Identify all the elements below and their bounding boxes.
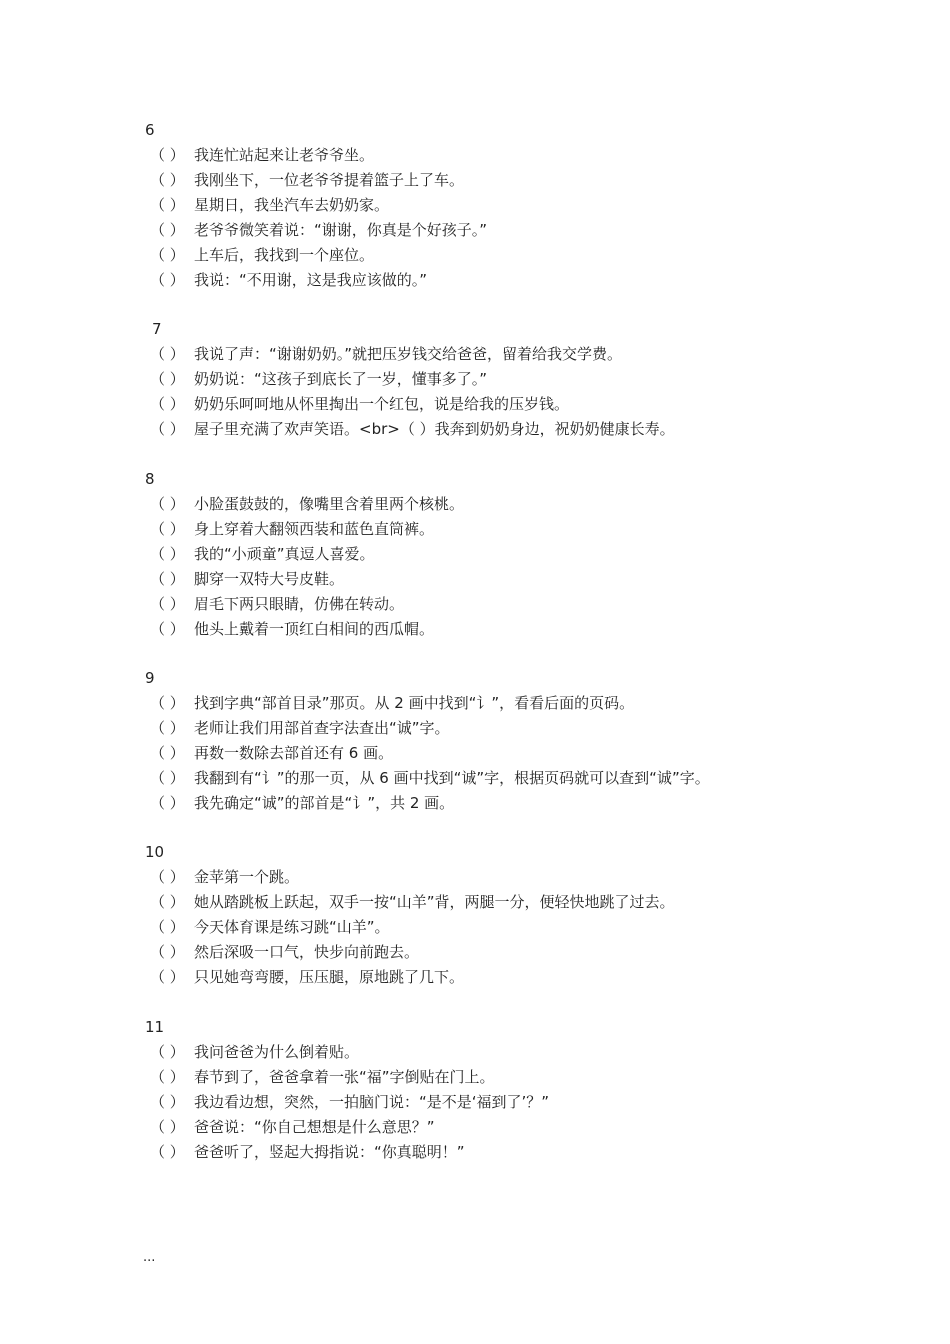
ordering-item <box>150 495 464 513</box>
answer-blank[interactable]: （ ） <box>150 570 185 588</box>
item-text: 金苹第一个跳。 <box>194 868 300 886</box>
item-text: 星期日，我坐汽车去奶奶家。 <box>194 196 390 214</box>
answer-blank[interactable]: （ ） <box>150 221 185 239</box>
ordering-item <box>150 620 434 638</box>
answer-blank[interactable]: （ ） <box>150 1093 185 1111</box>
page-footer: ... <box>143 1250 156 1265</box>
item-text: 我先确定“诚”的部首是“讠”，共 2 画。 <box>194 794 455 812</box>
question-number: 11 <box>145 1018 165 1036</box>
answer-blank[interactable]: （ ） <box>150 595 185 613</box>
answer-blank[interactable]: （ ） <box>150 171 185 189</box>
answer-blank[interactable]: （ ） <box>150 620 185 638</box>
item-text: 老爷爷微笑着说：“谢谢，你真是个好孩子。” <box>194 221 488 239</box>
item-text: 我问爸爸为什么倒着贴。 <box>194 1043 360 1061</box>
ordering-item <box>150 171 464 189</box>
ordering-item <box>150 1093 549 1111</box>
item-text: 老师让我们用部首查字法查出“诚”字。 <box>194 719 450 737</box>
ordering-item <box>150 968 464 986</box>
ordering-item <box>150 694 634 712</box>
ordering-item <box>150 893 675 911</box>
item-text: 爸爸说：“你自己想想是什么意思？” <box>194 1118 435 1136</box>
item-text: 我刚坐下，一位老爷爷提着篮子上了车。 <box>194 171 465 189</box>
answer-blank[interactable]: （ ） <box>150 545 185 563</box>
item-text: 只见她弯弯腰，压压腿，原地跳了几下。 <box>194 968 465 986</box>
ordering-item <box>150 1068 495 1086</box>
item-text: 我说：“不用谢，这是我应该做的。” <box>194 271 428 289</box>
answer-blank[interactable]: （ ） <box>150 769 185 787</box>
answer-blank[interactable]: （ ） <box>150 146 185 164</box>
ordering-item <box>150 794 454 812</box>
ordering-item <box>150 1143 465 1161</box>
ordering-item <box>150 868 299 886</box>
item-text: 我翻到有“讠”的那一页，从 6 画中找到“诚”字，根据页码就可以查到“诚”字。 <box>194 769 710 787</box>
answer-blank[interactable]: （ ） <box>150 1143 185 1161</box>
item-text: 奶奶乐呵呵地从怀里掏出一个红包，说是给我的压岁钱。 <box>194 395 570 413</box>
ordering-item <box>150 146 374 164</box>
item-text: 他头上戴着一顶红白相间的西瓜帽。 <box>194 620 435 638</box>
item-text: 屋子里充满了欢声笑语。<br>（ ）我奔到奶奶身边，祝奶奶健康长寿。 <box>194 420 675 438</box>
answer-blank[interactable]: （ ） <box>150 1068 185 1086</box>
ordering-item <box>150 246 374 264</box>
answer-blank[interactable]: （ ） <box>150 794 185 812</box>
answer-blank[interactable]: （ ） <box>150 968 185 986</box>
answer-blank[interactable]: （ ） <box>150 1043 185 1061</box>
ordering-item <box>150 744 393 762</box>
item-text: 找到字典“部首目录”那页。从 2 画中找到“讠”，看看后面的页码。 <box>194 694 635 712</box>
item-text: 她从踏跳板上跃起，双手一按“山羊”背，两腿一分，便轻快地跳了过去。 <box>194 893 675 911</box>
answer-blank[interactable]: （ ） <box>150 370 185 388</box>
item-text: 我边看边想，突然，一拍脑门说：“是不是‘福到了’？” <box>194 1093 550 1111</box>
ordering-item <box>150 221 487 239</box>
item-text: 爸爸听了，竖起大拇指说：“你真聪明！” <box>194 1143 465 1161</box>
item-text: 奶奶说：“这孩子到底长了一岁，懂事多了。” <box>194 370 488 388</box>
ordering-item <box>150 545 375 563</box>
answer-blank[interactable]: （ ） <box>150 196 185 214</box>
ordering-item <box>150 769 710 787</box>
ordering-item <box>150 271 427 289</box>
question-number: 8 <box>145 470 155 488</box>
answer-blank[interactable]: （ ） <box>150 943 185 961</box>
ordering-item <box>150 370 487 388</box>
ordering-item <box>150 395 569 413</box>
answer-blank[interactable]: （ ） <box>150 719 185 737</box>
ordering-item <box>150 345 622 363</box>
item-text: 再数一数除去部首还有 6 画。 <box>194 744 394 762</box>
ordering-item <box>150 196 389 214</box>
ordering-item <box>150 520 434 538</box>
ordering-item <box>150 595 404 613</box>
answer-blank[interactable]: （ ） <box>150 1118 185 1136</box>
item-text: 然后深吸一口气，快步向前跑去。 <box>194 943 420 961</box>
answer-blank[interactable]: （ ） <box>150 495 185 513</box>
item-text: 身上穿着大翻领西装和蓝色直筒裤。 <box>194 520 435 538</box>
item-text: 脚穿一双特大号皮鞋。 <box>194 570 345 588</box>
answer-blank[interactable]: （ ） <box>150 520 185 538</box>
answer-blank[interactable]: （ ） <box>150 246 185 264</box>
ordering-item <box>150 918 390 936</box>
item-text: 眉毛下两只眼睛，仿佛在转动。 <box>194 595 405 613</box>
answer-blank[interactable]: （ ） <box>150 694 185 712</box>
question-number: 6 <box>145 121 155 139</box>
answer-blank[interactable]: （ ） <box>150 893 185 911</box>
answer-blank[interactable]: （ ） <box>150 918 185 936</box>
answer-blank[interactable]: （ ） <box>150 345 185 363</box>
question-number: 7 <box>152 320 162 338</box>
ordering-item <box>150 719 450 737</box>
item-text: 我的“小顽童”真逗人喜爱。 <box>194 545 375 563</box>
answer-blank[interactable]: （ ） <box>150 395 185 413</box>
item-text: 我说了声：“谢谢奶奶。”就把压岁钱交给爸爸，留着给我交学费。 <box>194 345 623 363</box>
question-number: 9 <box>145 669 155 687</box>
ordering-item <box>150 570 344 588</box>
ordering-item <box>150 1118 435 1136</box>
answer-blank[interactable]: （ ） <box>150 744 185 762</box>
item-text: 上车后，我找到一个座位。 <box>194 246 375 264</box>
ordering-item <box>150 1043 359 1061</box>
answer-blank[interactable]: （ ） <box>150 271 185 289</box>
question-number: 10 <box>145 843 165 861</box>
ordering-item <box>150 420 675 438</box>
item-text: 今天体育课是练习跳“山羊”。 <box>194 918 390 936</box>
ordering-item <box>150 943 419 961</box>
answer-blank[interactable]: （ ） <box>150 420 185 438</box>
item-text: 春节到了，爸爸拿着一张“福”字倒贴在门上。 <box>194 1068 495 1086</box>
item-text: 小脸蛋鼓鼓的，像嘴里含着里两个核桃。 <box>194 495 465 513</box>
item-text: 我连忙站起来让老爷爷坐。 <box>194 146 375 164</box>
answer-blank[interactable]: （ ） <box>150 868 185 886</box>
